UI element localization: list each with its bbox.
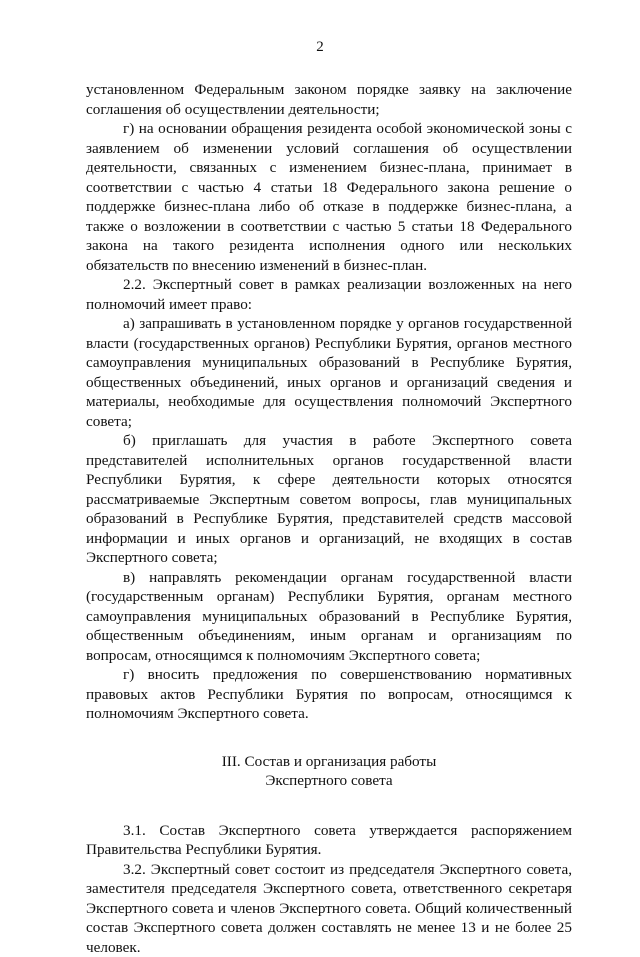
paragraph-3-1: 3.1. Состав Экспертного совета утверждается распоряжением Правительства Республики Бурятия. bbox=[86, 821, 572, 860]
section-heading-line-1: III. Состав и организация работы bbox=[86, 752, 572, 772]
paragraph-2-2: 2.2. Экспертный совет в рамках реализации возложенных на него полномочий имеет право: bbox=[86, 275, 572, 314]
paragraph-item-a: а) запрашивать в установленном порядке у органов государственной власти (государственных органов) Республики Бурятия, органов местного самоуправления муниципальных образований в Республике Бурятия, общественных объединений, иных органов и организаций сведения и материалы, необходимые для осуществления полномочий Экспертного совета; bbox=[86, 314, 572, 431]
spacer bbox=[86, 724, 572, 752]
paragraph-item-v: в) направлять рекомендации органам государственной власти (государственным органам) Республики Бурятия, органам местного самоуправления муниципальных образований в Республике Бурятия, общественным объединениям, иным органам и организациям по вопросам, относящимся к полномочиям Экспертного совета; bbox=[86, 568, 572, 666]
paragraph-item-g-business-plan: г) на основании обращения резидента особой экономической зоны с заявлением об изменении условий соглашения об осуществлении деятельности, связанных с изменением бизнес-плана, принимает в соответствии с частью 4 статьи 18 Федерального закона решение о поддержке бизнес-плана либо об отказе в поддержке бизнес-плана, а также о возложении в соответствии с частью 5 статьи 18 Федерального закона на такого резидента исполнения одного или нескольких обязательств по внесению изменений в бизнес-план. bbox=[86, 119, 572, 275]
paragraph-3-2: 3.2. Экспертный совет состоит из председателя Экспертного совета, заместителя председателя Экспертного совета, ответственного секретаря Экспертного совета и членов Экспертного совета. Общий количественный состав Экспертного совета должен составлять не менее 13 и не более 25 человек. bbox=[86, 860, 572, 957]
paragraph-item-g: г) вносить предложения по совершенствованию нормативных правовых актов Республики Бурятия по вопросам, относящимся к полномочиям Экспертного совета. bbox=[86, 665, 572, 724]
page-number: 2 bbox=[0, 38, 640, 56]
section-heading-line-2: Экспертного совета bbox=[86, 771, 572, 791]
document-body bbox=[86, 80, 572, 957]
paragraph-item-b: б) приглашать для участия в работе Экспертного совета представителей исполнительных органов государственной власти Республики Бурятия, к сфере деятельности которых относятся рассматриваемые Экспертным советом вопросы, глав муниципальных образований в Республике Бурятия, представителей средств массовой информации и иных органов и организаций, не входящих в состав Экспертного совета; bbox=[86, 431, 572, 568]
paragraph-continuation: установленном Федеральным законом порядке заявку на заключение соглашения об осуществлении деятельности; bbox=[86, 80, 572, 119]
spacer bbox=[86, 791, 572, 821]
